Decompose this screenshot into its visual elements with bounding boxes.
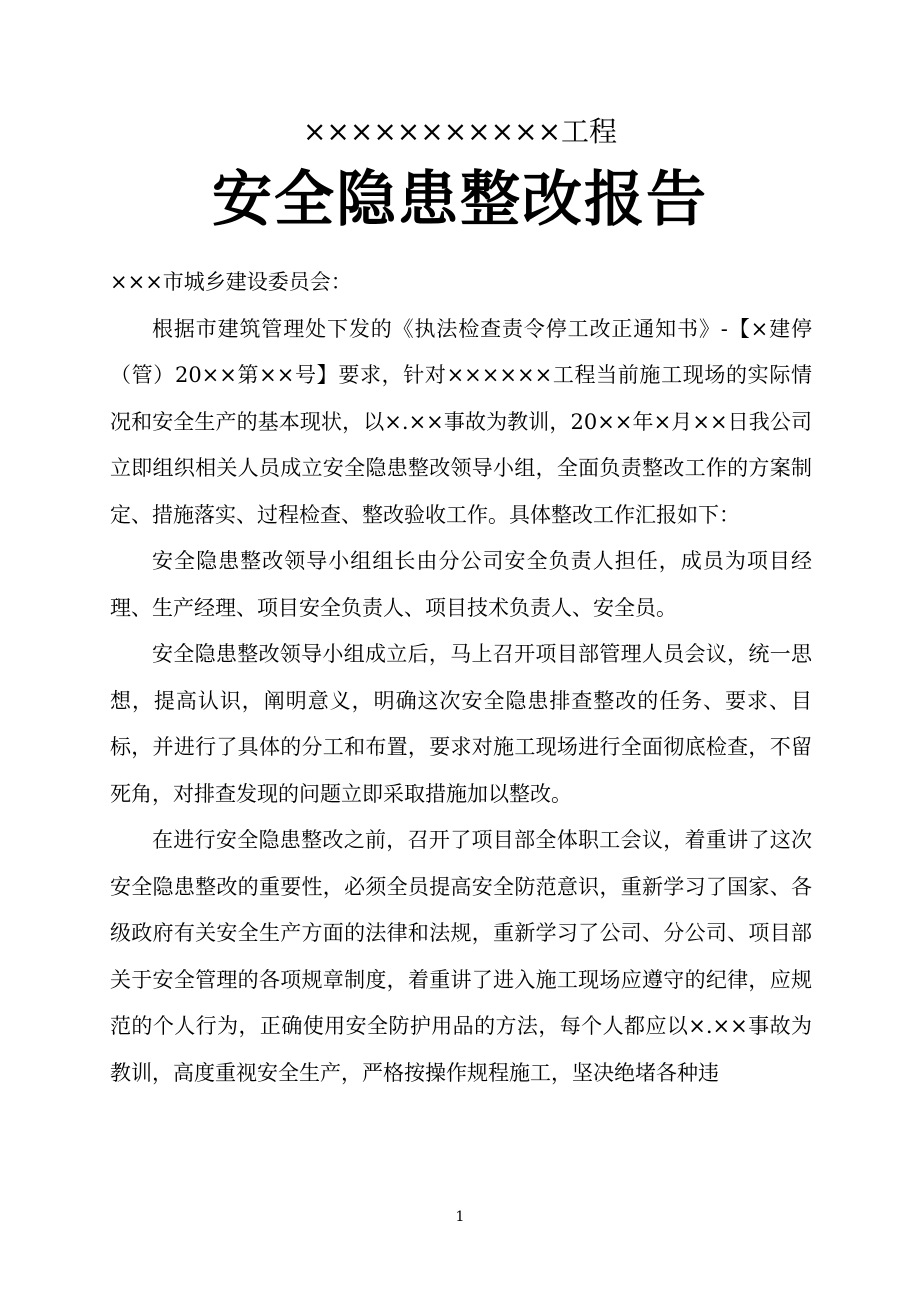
paragraph-4: 在进行安全隐患整改之前，召开了项目部全体职工会议，着重讲了这次安全隐患整改的重要性，必须全员提高安全防范意识，重新学习了国家、各级政府有关安全生产方面的法律和法规，重新学习了公司、分公司、项目部关于安全管理的各项规章制度，着重讲了进入施工现场应遵守的纪律，应规范的个人行为，正确使用安全防护用品的方法，每个人都应以×.××事故为教训，高度重视安全生产，严格按操作规程施工，坚决绝堵各种违 — [110, 828, 812, 1085]
document-title: 安全隐患整改报告 — [212, 165, 708, 235]
page-number: 1 — [455, 1209, 465, 1225]
salutation: ×××市城乡建设委员会： — [110, 270, 352, 294]
document-body — [110, 259, 812, 1096]
paragraph-2: 安全隐患整改领导小组组长由分公司安全负责人担任，成员为项目经理、生产经理、项目安全负责人、项目技术负责人、安全员。 — [110, 549, 812, 620]
paragraph-1: 根据市建筑管理处下发的《执法检查责令停工改正通知书》-【×建停（管）20××第××号】要求，针对××××××工程当前施工现场的实际情况和安全生产的基本现状，以×.××事故为教训，20××年×月××日我公司立即组织相关人员成立安全隐患整改领导小组，全面负责整改工作的方案制定、措施落实、过程检查、整改验收工作。具体整改工作汇报如下： — [110, 316, 812, 527]
paragraph-3: 安全隐患整改领导小组成立后，马上召开项目部管理人员会议，统一思想，提高认识，阐明意义，明确这次安全隐患排查整改的任务、要求、目标，并进行了具体的分工和布置，要求对施工现场进行全面彻底检查，不留死角，对排查发现的问题立即采取措施加以整改。 — [110, 642, 812, 806]
document-subtitle: ×××××××××××工程 — [302, 115, 618, 148]
